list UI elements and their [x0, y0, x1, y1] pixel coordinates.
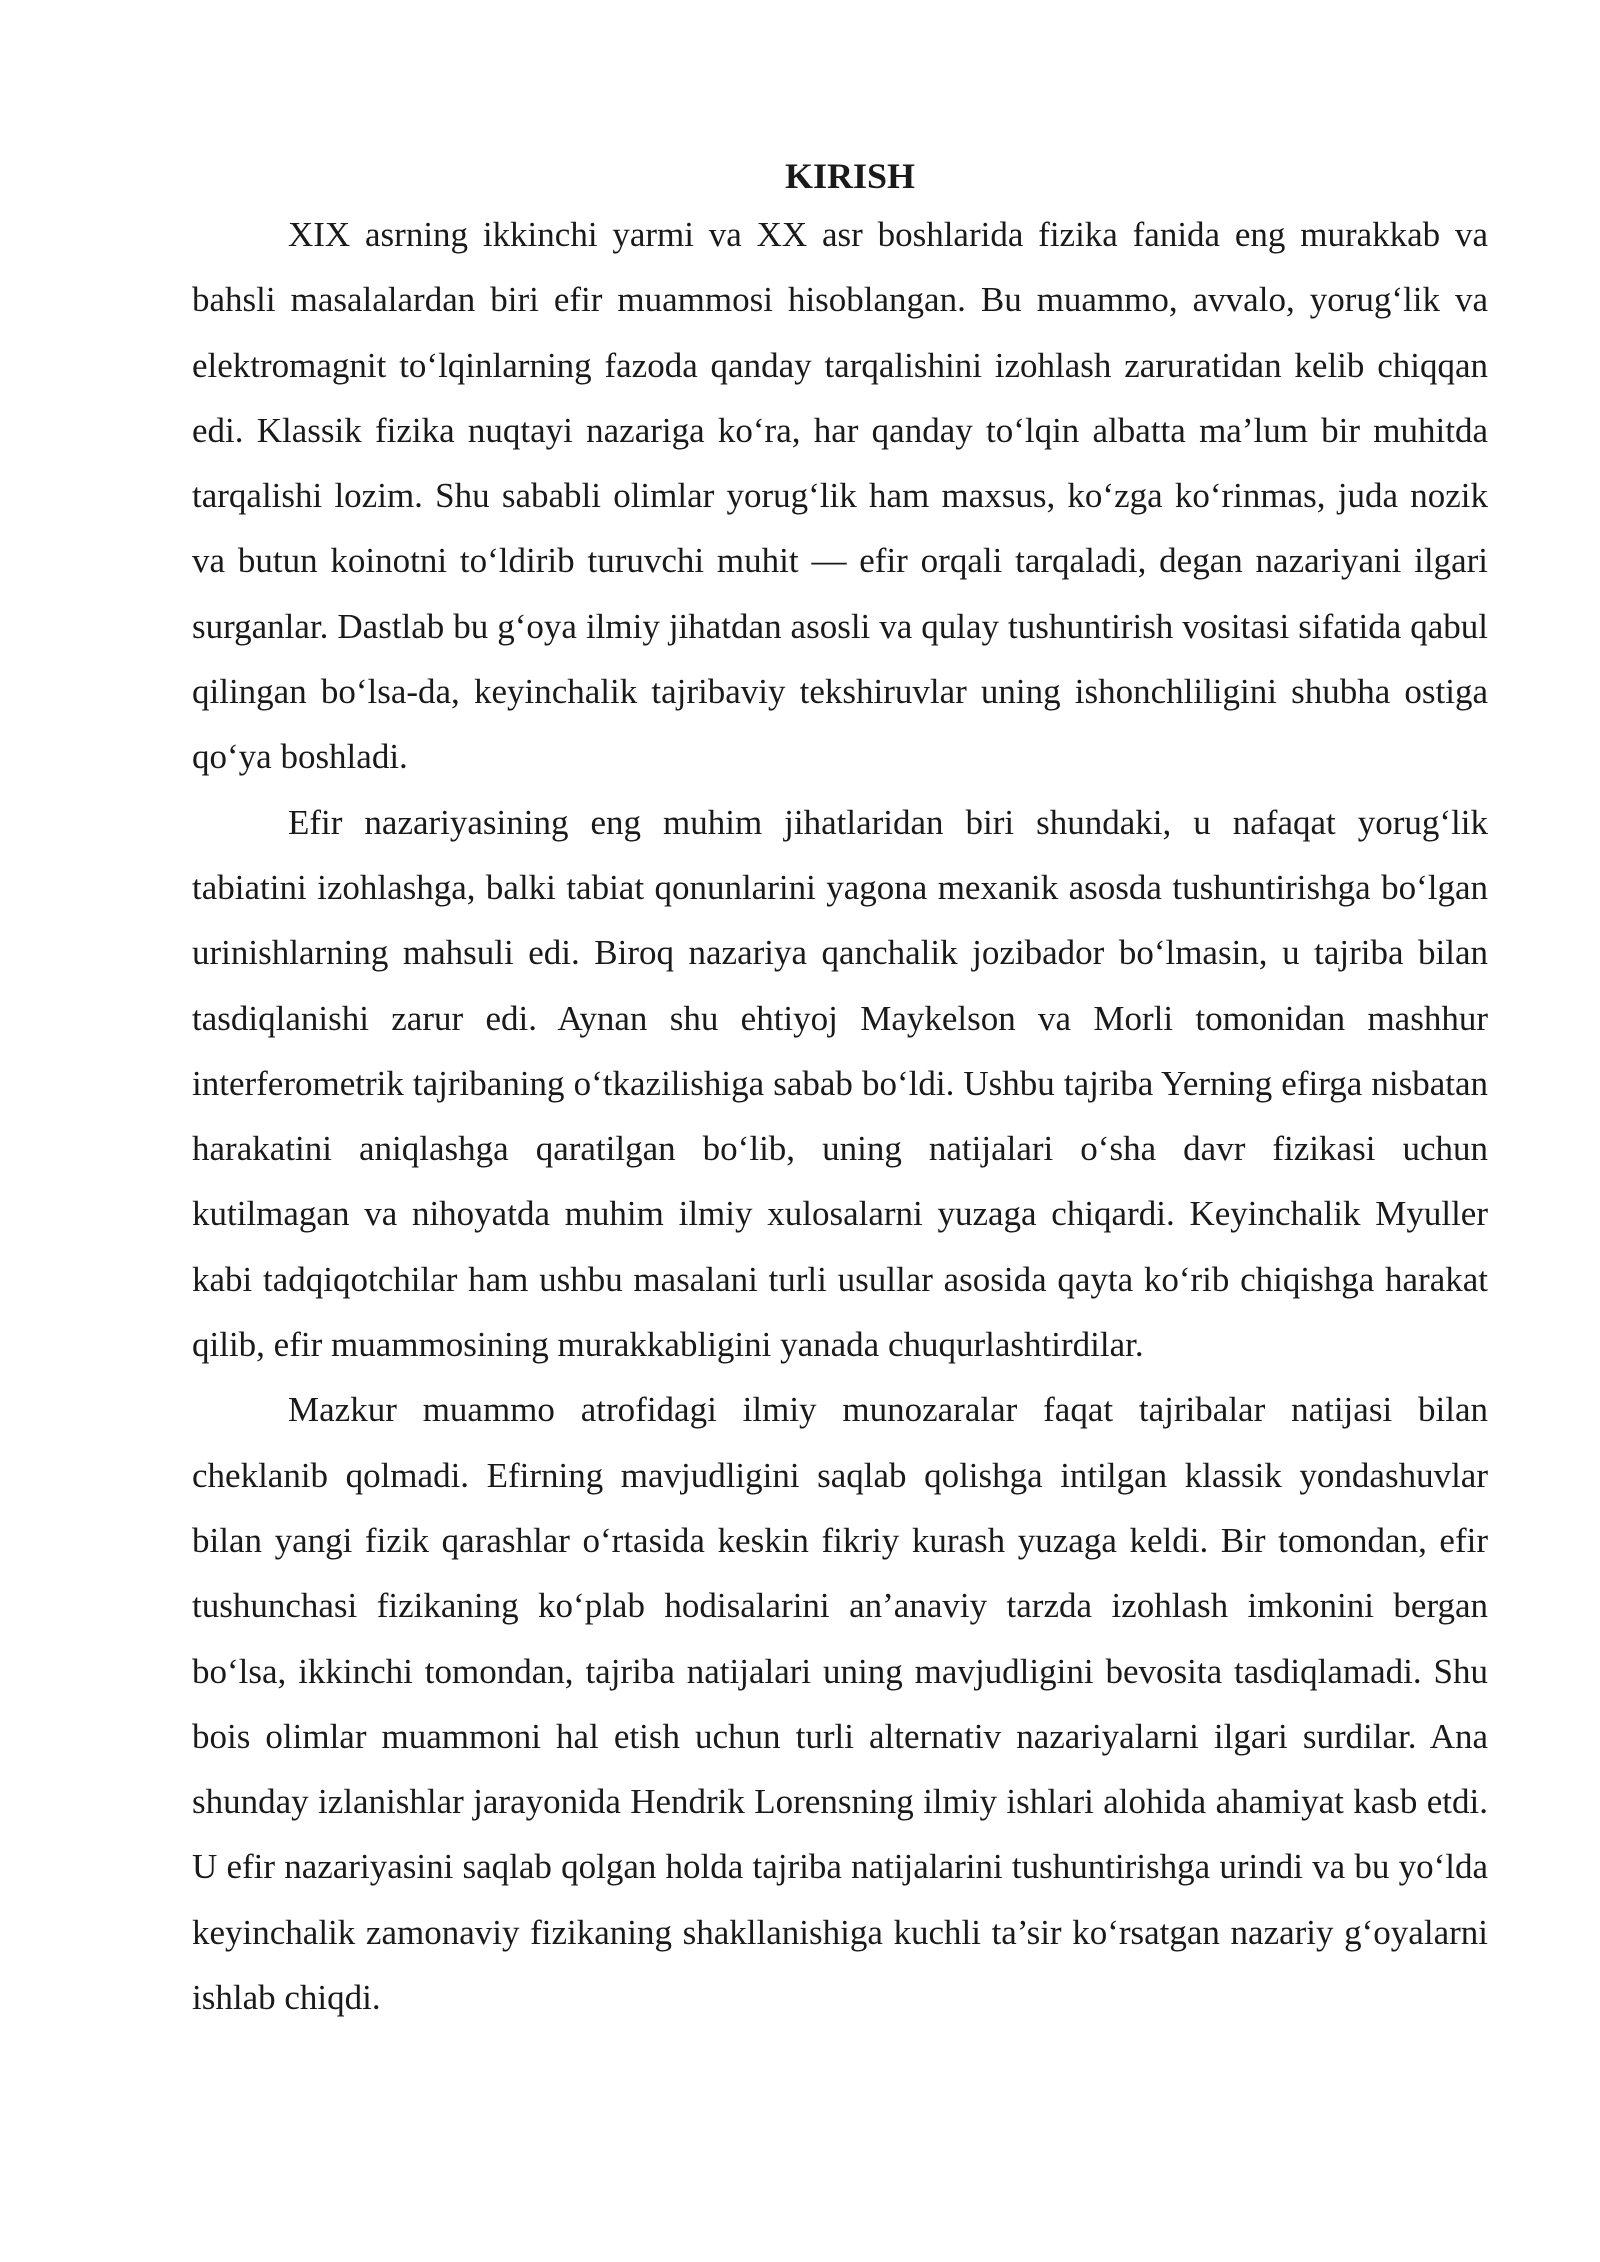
page-title: KIRISH [784, 156, 916, 196]
paragraph-1: XIX asrning ikkinchi yarmi va XX asr boshlarida fizika fanida eng murakkab va bahsli masalalardan biri efir muammosi hisoblangan. Bu muammo, avvalo, yorug‘lik va elektromagnit to‘lqinlarning fazoda qanday tarqalishini izohlash zaruratidan kelib chiqqan edi. Klassik fizika nuqtayi nazariga ko‘ra, har qanday to‘lqin albatta ma’lum bir muhitda tarqalishi lozim. Shu sababli olimlar yorug‘lik ham maxsus, ko‘zga ko‘rinmas, juda nozik va butun koinotni to‘ldirib turuvchi muhit — efir orqali tarqaladi, degan nazariyani ilgari surganlar. Dastlab bu g‘oya ilmiy jihatdan asosli va qulay tushuntirish vositasi sifatida qabul qilingan bo‘lsa-da, keyinchalik tajribaviy tekshiruvlar uning ishonchliligini shubha ostiga qo‘ya boshladi. [192, 215, 1488, 777]
paragraph-2: Efir nazariyasining eng muhim jihatlaridan biri shundaki, u nafaqat yorug‘lik tabiatini izohlashga, balki tabiat qonunlarini yagona mexanik asosda tushuntirishga bo‘lgan urinishlarning mahsuli edi. Biroq nazariya qanchalik jozibador bo‘lmasin, u tajriba bilan tasdiqlanishi zarur edi. Aynan shu ehtiyoj Maykelson va Morli tomonidan mashhur interferometrik tajribaning o‘tkazilishiga sabab bo‘ldi. Ushbu tajriba Yerning efirga nisbatan harakatini aniqlashga qaratilgan bo‘lib, uning natijalari o‘sha davr fizikasi uchun kutilmagan va nihoyatda muhim ilmiy xulosalarni yuzaga chiqardi. Keyinchalik Myuller kabi tadqiqotchilar ham ushbu masalani turli usullar asosida qayta ko‘rib chiqishga harakat qilib, efir muammosining murakkabligini yanada chuqurlashtirdilar. [192, 802, 1488, 1365]
paragraph-3: Mazkur muammo atrofidagi ilmiy munozaralar faqat tajribalar natijasi bilan cheklanib qolmadi. Efirning mavjudligini saqlab qolishga intilgan klassik yondashuvlar bilan yangi fizik qarashlar o‘rtasida keskin fikriy kurash yuzaga keldi. Bir tomondan, efir tushunchasi fizikaning ko‘plab hodisalarini an’anaviy tarzda izohlash imkonini bergan bo‘lsa, ikkinchi tomondan, tajriba natijalari uning mavjudligini bevosita tasdiqlamadi. Shu bois olimlar muammoni hal etish uchun turli alternativ nazariyalarni ilgari surdilar. Ana shunday izlanishlar jarayonida Hendrik Lorensning ilmiy ishlari alohida ahamiyat kasb etdi. U efir nazariyasini saqlab qolgan holda tajriba natijalarini tushuntirishga urindi va bu yo‘lda keyinchalik zamonaviy fizikaning shakllanishiga kuchli ta’sir ko‘rsatgan nazariy g‘oyalarni ishlab chiqdi. [192, 1390, 1488, 2018]
page-body [192, 150, 1488, 2030]
